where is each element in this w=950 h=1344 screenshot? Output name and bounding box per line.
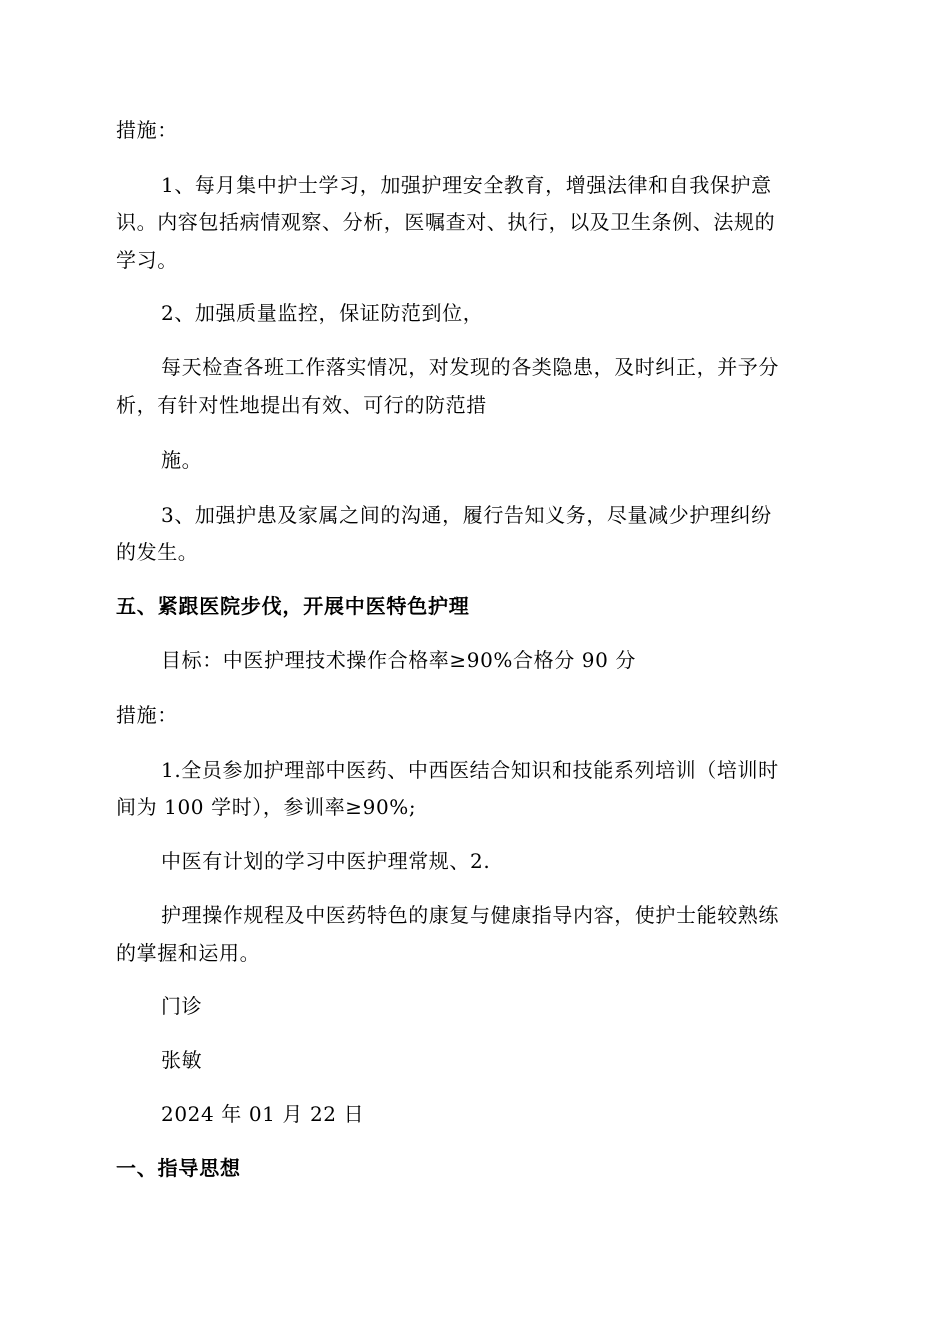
measure-2-line-1: 2、加强质量监控，保证防范到位， <box>161 301 484 325</box>
document-date: 2024 年 01 月 22 日 <box>161 1102 365 1126</box>
measures-label-2: 措施： <box>116 703 178 727</box>
measure-1-line-2: 识。内容包括病情观察、分析，医嘱查对、执行，以及卫生条例、法规的 <box>116 210 776 234</box>
tcm-measure-1-line-2: 间为 100 学时），参训率≥90%; <box>116 795 417 819</box>
tcm-measure-2-line-1: 中医有计划的学习中医护理常规、2. <box>161 849 491 873</box>
section-heading-5: 五、紧跟医院步伐，开展中医特色护理 <box>116 594 470 618</box>
tcm-measure-1-line-1: 1.全员参加护理部中医药、中西医结合知识和技能系列培训（培训时 <box>161 758 779 782</box>
measure-2-line-2: 每天检查各班工作落实情况，对发现的各类隐患，及时纠正，并予分 <box>161 355 779 379</box>
department-label: 门诊 <box>161 994 203 1018</box>
measure-3-line-1: 3、加强护患及家属之间的沟通，履行告知义务，尽量减少护理纠纷 <box>161 503 772 527</box>
tcm-measure-2-line-3: 的掌握和运用。 <box>116 941 261 965</box>
measure-2-line-3: 析，有针对性地提出有效、可行的防范措 <box>116 393 487 417</box>
goal-line: 目标：中医护理技术操作合格率≥90%合格分 90 分 <box>161 648 636 672</box>
section-heading-1: 一、指导思想 <box>116 1156 241 1180</box>
measure-1-line-3: 学习。 <box>116 248 178 272</box>
measure-3-line-2: 的发生。 <box>116 540 199 564</box>
measure-2-line-4: 施。 <box>161 448 203 472</box>
measure-1-line-1: 1、每月集中护士学习，加强护理安全教育，增强法律和自我保护意 <box>161 173 772 197</box>
author-name: 张敏 <box>161 1048 203 1072</box>
tcm-measure-2-line-2: 护理操作规程及中医药特色的康复与健康指导内容，使护士能较熟练 <box>161 903 779 927</box>
measures-label-1: 措施： <box>116 118 178 142</box>
